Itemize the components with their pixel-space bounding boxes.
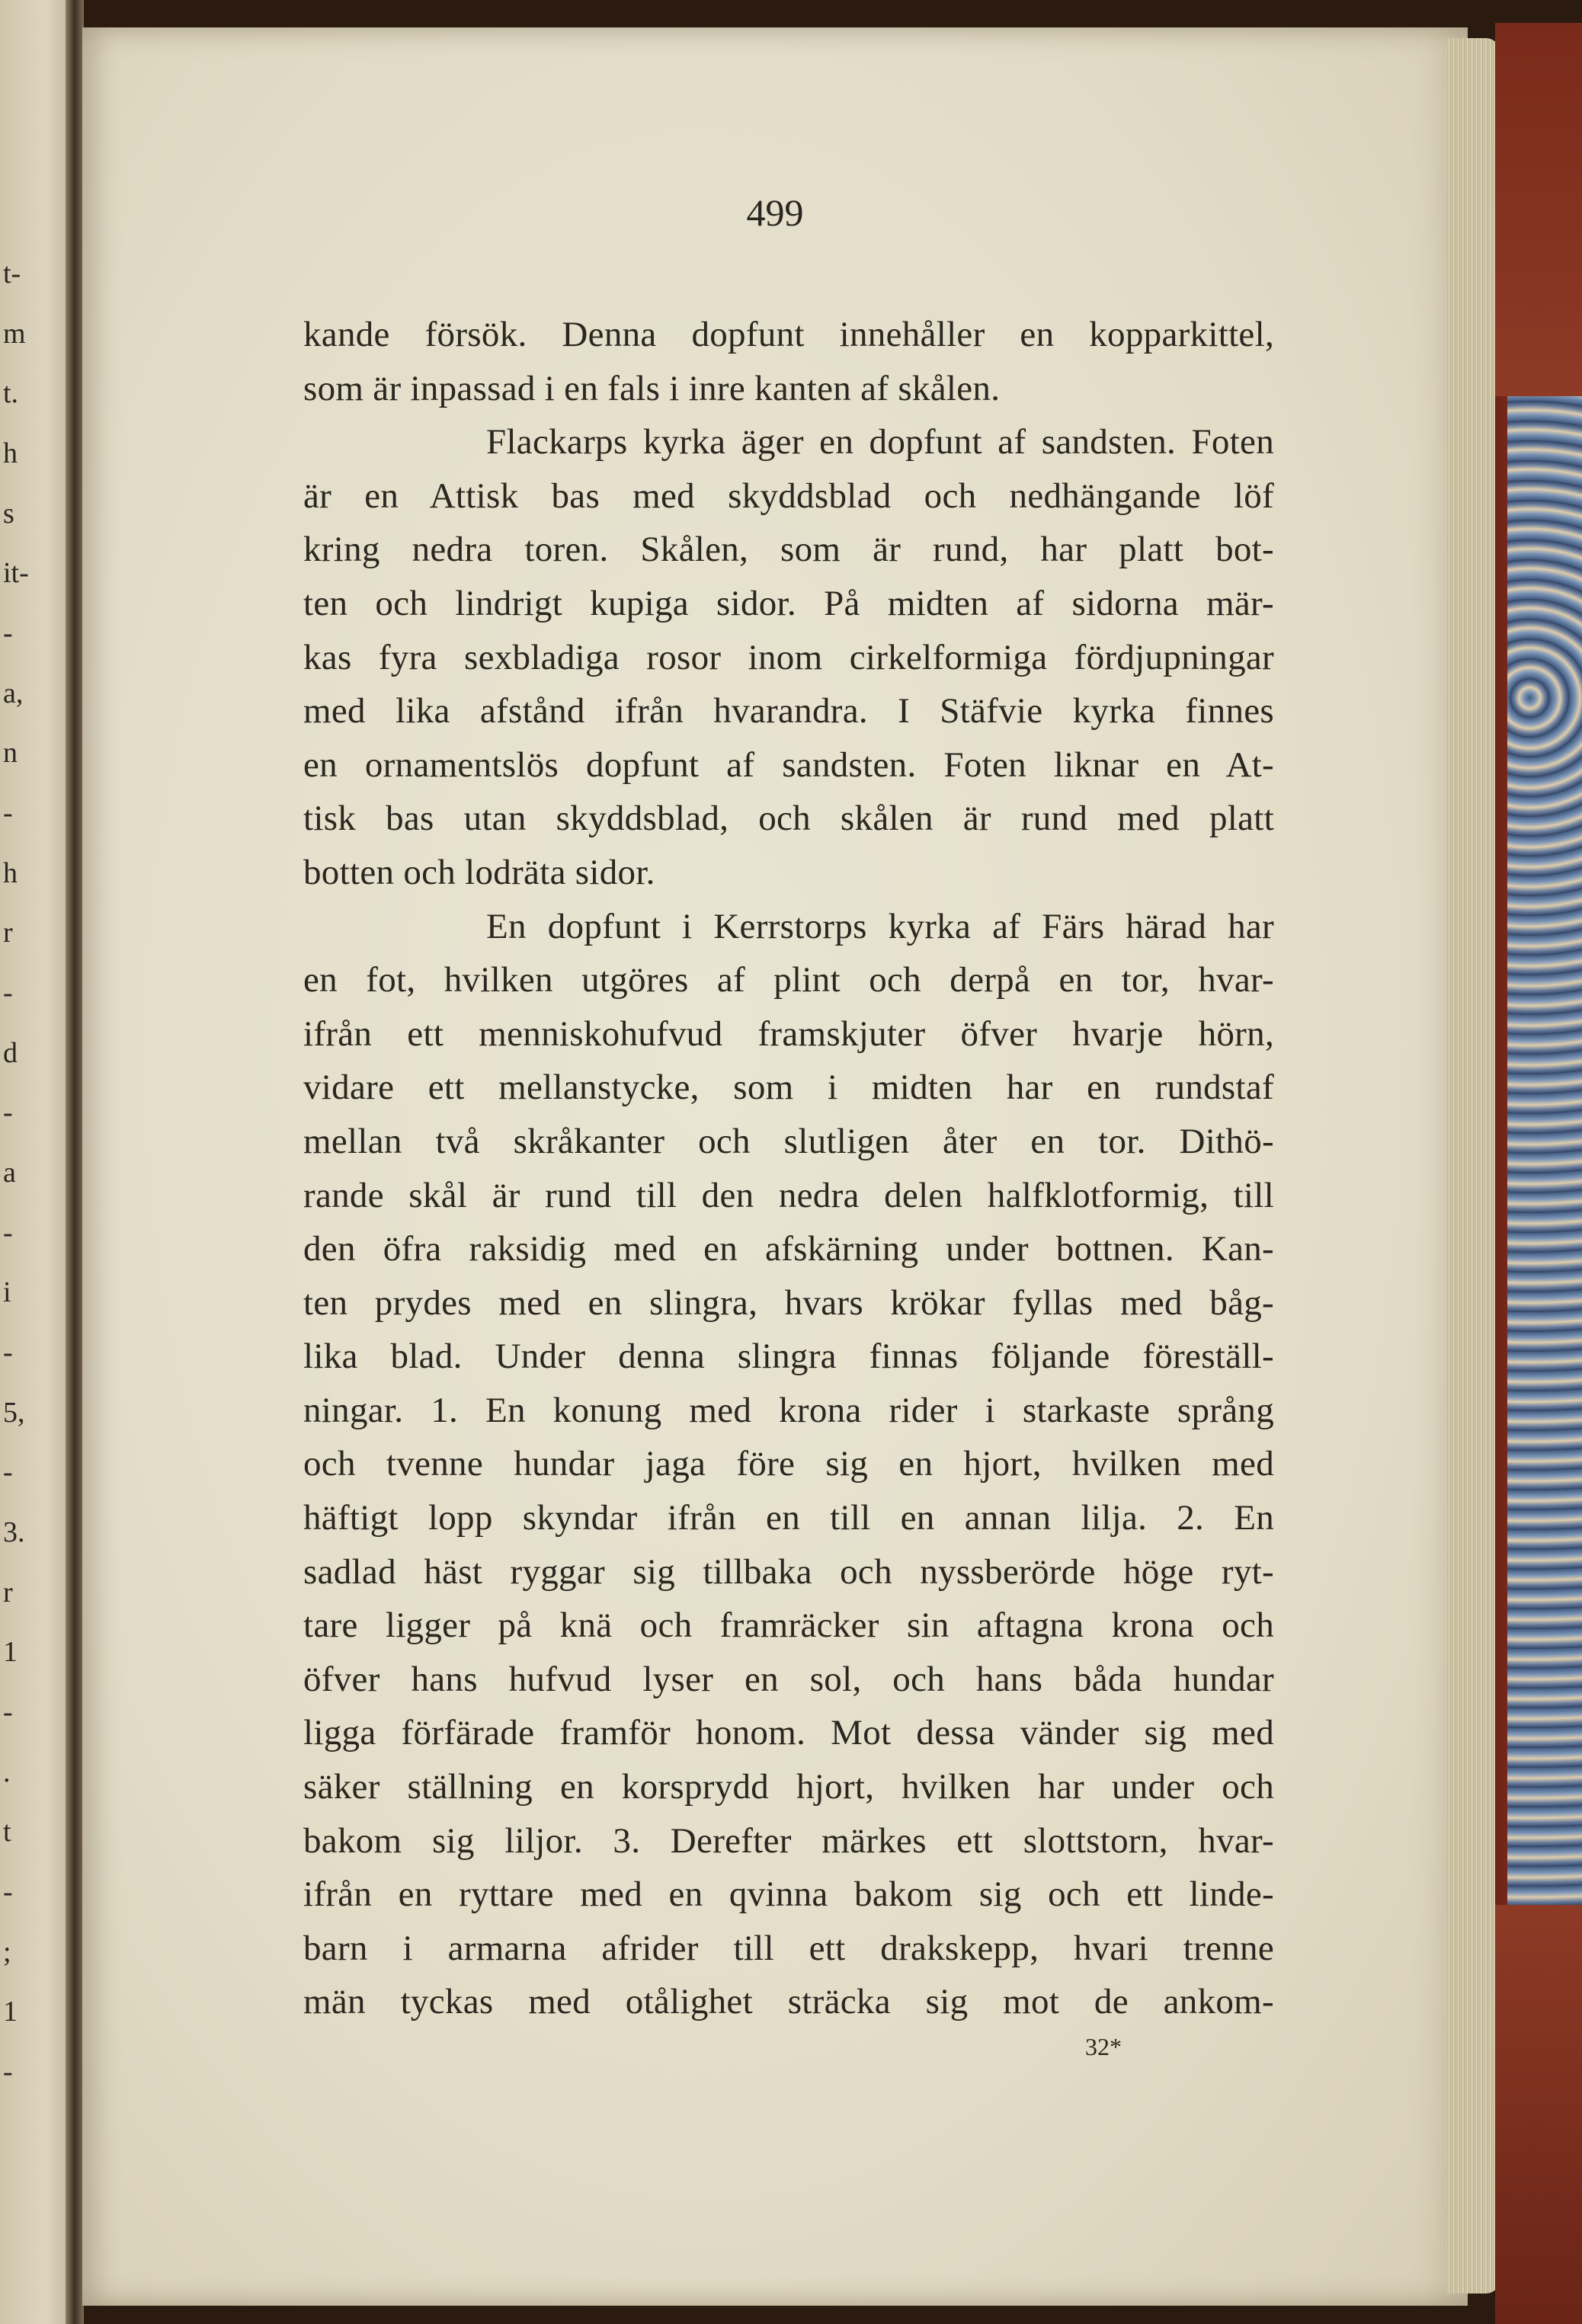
left-page-fragment: 1 bbox=[3, 1996, 18, 2028]
text-line-content: vidare ett mellanstycke, som i midten har en rundstaf bbox=[303, 1068, 1274, 1108]
text-line bbox=[303, 1975, 1274, 2029]
text-line-content: ningar. 1. En konung med krona rider i starkaste språng bbox=[303, 1390, 1274, 1430]
text-line bbox=[303, 846, 1274, 900]
left-page-fragment: 1 bbox=[3, 1636, 18, 1669]
text-line bbox=[303, 1437, 1274, 1491]
text-line bbox=[303, 1169, 1274, 1223]
left-page-fragment: - bbox=[3, 617, 13, 649]
text-line-content: ten och lindrigt kupiga sidor. På midten af sidorna mär- bbox=[303, 583, 1274, 623]
left-page-fragment: - bbox=[3, 2056, 13, 2088]
text-line bbox=[303, 1384, 1274, 1438]
text-line-content: säker ställning en korsprydd hjort, hvilken har under och bbox=[303, 1767, 1274, 1807]
left-page-fragment: - bbox=[3, 977, 13, 1009]
text-line bbox=[303, 1491, 1274, 1545]
left-page-fragment: - bbox=[3, 1876, 13, 1908]
text-line bbox=[303, 631, 1274, 685]
left-page-fragment: n bbox=[3, 737, 18, 770]
text-line bbox=[303, 469, 1274, 523]
text-line-content: kande försök. Denna dopfunt innehåller en kopparkittel, bbox=[303, 315, 1274, 354]
left-page-fragment: a, bbox=[3, 677, 24, 709]
left-page-fragment: i bbox=[3, 1276, 11, 1309]
text-line-content: tare ligger på knä och framräcker sin aftagna krona och bbox=[303, 1605, 1274, 1646]
text-line bbox=[303, 1061, 1274, 1115]
text-line-content: kas fyra sexbladiga rosor inom cirkelformiga fördjupningar bbox=[303, 637, 1274, 677]
text-line-content: En dopfunt i Kerrstorps kyrka af Färs härad har bbox=[486, 906, 1274, 946]
text-line-content: bakom sig liljor. 3. Derefter märkes ett slottstorn, hvar- bbox=[303, 1820, 1274, 1861]
text-line bbox=[303, 308, 1274, 362]
text-line-content: barn i armarna afrider till ett drakskepp, hvari trenne bbox=[303, 1928, 1274, 1968]
text-line-content: botten och lodräta sidor. bbox=[303, 852, 655, 892]
text-line bbox=[303, 1706, 1274, 1760]
text-line bbox=[303, 684, 1274, 738]
text-line-content: och tvenne hundar jaga före sig en hjort, hvilken med bbox=[303, 1444, 1274, 1484]
text-line bbox=[303, 900, 1274, 954]
book-gutter bbox=[66, 0, 84, 2324]
text-line bbox=[303, 1330, 1274, 1384]
cover-leather-bottom bbox=[1495, 1905, 1582, 2324]
text-line-content: ifrån en ryttare med en qvinna bakom sig och ett linde- bbox=[303, 1874, 1274, 1915]
text-line bbox=[303, 1653, 1274, 1707]
text-line bbox=[303, 738, 1274, 792]
text-line bbox=[303, 1814, 1274, 1868]
text-line-content: mellan två skråkanter och slutligen åter en tor. Dithö- bbox=[303, 1121, 1274, 1161]
text-line bbox=[303, 1545, 1274, 1599]
page-number: 499 bbox=[746, 191, 804, 234]
text-line bbox=[303, 1922, 1274, 1976]
text-line-content: män tyckas med otålighet sträcka sig mot de ankom- bbox=[303, 1982, 1274, 2022]
text-line bbox=[303, 523, 1274, 577]
left-page-fragment: - bbox=[3, 1096, 13, 1129]
text-line-content: som är inpassad i en fals i inre kanten af skålen. bbox=[303, 368, 1001, 408]
text-line bbox=[303, 1760, 1274, 1814]
signature-mark: 32* bbox=[1085, 2033, 1122, 2060]
left-page-fragment: r bbox=[3, 917, 13, 949]
left-page-fragment: t. bbox=[3, 377, 19, 410]
text-line-content: ifrån ett menniskohufvud framskjuter öfver hvarje hörn, bbox=[303, 1013, 1274, 1054]
left-page-fragment: ; bbox=[3, 1935, 11, 1968]
text-line bbox=[303, 1599, 1274, 1653]
text-line-content: en fot, hvilken utgöres af plint och derpå en tor, hvar- bbox=[303, 960, 1274, 1000]
left-page-fragment: d bbox=[3, 1036, 18, 1069]
left-page-fragment: t- bbox=[3, 258, 21, 290]
left-page-fragment: m bbox=[3, 317, 26, 350]
text-line-content: Flackarps kyrka äger en dopfunt af sandsten. Foten bbox=[486, 422, 1274, 463]
left-page-fragment: h bbox=[3, 856, 18, 889]
text-line bbox=[303, 1222, 1274, 1276]
text-line-content: ten prydes med en slingra, hvars krökar fyllas med båg- bbox=[303, 1282, 1274, 1323]
left-page-fragment: 3. bbox=[3, 1516, 25, 1548]
left-page-fragment: t bbox=[3, 1816, 11, 1849]
cover-leather-top bbox=[1495, 23, 1582, 396]
text-line bbox=[303, 577, 1274, 631]
page-block-edges bbox=[1446, 38, 1500, 2294]
body-text bbox=[303, 308, 1274, 2029]
text-line bbox=[303, 415, 1274, 469]
left-page-fragment: - bbox=[3, 797, 13, 829]
text-line bbox=[303, 792, 1274, 846]
book-page bbox=[82, 27, 1468, 2306]
left-page-fragment: s bbox=[3, 497, 14, 530]
text-line-content: med lika afstånd ifrån hvarandra. I Stäfvie kyrka finnes bbox=[303, 691, 1274, 731]
text-line-content: öfver hans hufvud lyser en sol, och hans båda hundar bbox=[303, 1659, 1274, 1699]
text-line-content: häftigt lopp skyndar ifrån en till en annan lilja. 2. En bbox=[303, 1498, 1274, 1538]
text-line bbox=[303, 1276, 1274, 1330]
text-line-content: en ornamentslös dopfunt af sandsten. Foten liknar en At- bbox=[303, 744, 1274, 785]
left-page-fragment: . bbox=[3, 1756, 11, 1788]
text-line-content: den öfra raksidig med en afskärning under bottnen. Kan- bbox=[303, 1229, 1274, 1269]
text-line bbox=[303, 1868, 1274, 1922]
text-line-content: ligga förfärade framför honom. Mot dessa vänder sig med bbox=[303, 1713, 1274, 1753]
left-page-fragment: it- bbox=[3, 557, 29, 590]
left-page-fragment: - bbox=[3, 1456, 13, 1489]
text-line-content: lika blad. Under denna slingra finnas följande föreställ- bbox=[303, 1336, 1274, 1377]
left-page-fragment: a bbox=[3, 1157, 16, 1189]
text-line-content: sadlad häst ryggar sig tillbaka och nyssberörde höge ryt- bbox=[303, 1551, 1274, 1592]
left-page-fragment: h bbox=[3, 437, 18, 469]
left-page-fragment: - bbox=[3, 1696, 13, 1728]
text-line-content: är en Attisk bas med skyddsblad och nedhängande löf bbox=[303, 475, 1274, 516]
text-line-content: tisk bas utan skyddsblad, och skålen är rund med platt bbox=[303, 799, 1274, 839]
marbled-cover-paper bbox=[1507, 396, 1582, 1905]
text-line-content: rande skål är rund till den nedra delen halfklotformig, till bbox=[303, 1175, 1274, 1215]
left-page-fragment: r bbox=[3, 1576, 13, 1609]
left-page-fragment: 5, bbox=[3, 1396, 25, 1429]
text-line bbox=[303, 1115, 1274, 1169]
text-line bbox=[303, 362, 1274, 416]
text-line-content: kring nedra toren. Skålen, som är rund, har platt bot- bbox=[303, 530, 1274, 570]
text-line bbox=[303, 953, 1274, 1007]
text-line bbox=[303, 1007, 1274, 1061]
left-page-fragment: - bbox=[3, 1216, 13, 1249]
left-page-fragment: - bbox=[3, 1336, 13, 1368]
